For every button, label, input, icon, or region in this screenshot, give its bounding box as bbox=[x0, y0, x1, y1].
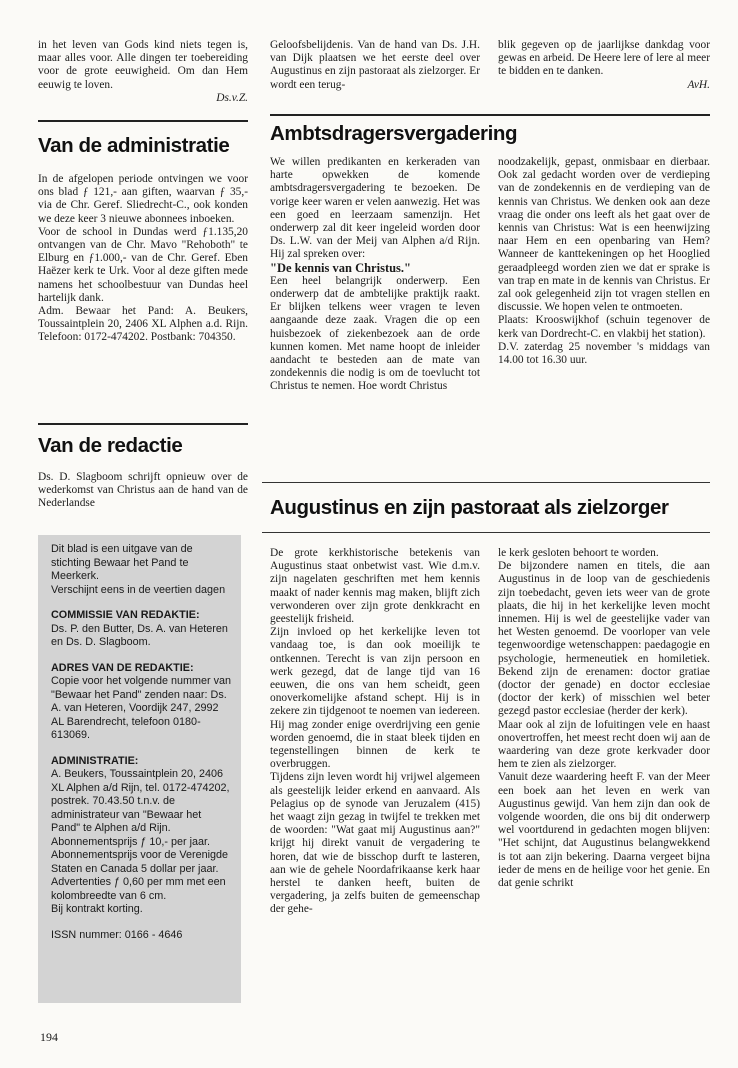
augustinus-paragraph: Maar ook al zijn de lofuitingen vele en haast onovertroffen, het meest recht doen wij aan de waardering van deze grote kerkvader door hem te zien als zielzorger. bbox=[498, 718, 710, 771]
ambts-paragraph: Een heel belangrijk onderwerp. Een onderwerp dat de ambtelijke praktijk raakt. Er blijken telkens weer vragen te leven aangaande deze zaak. Vragen die op een huisbezoek of ziekenbezoek aan de orde kunnen komen. Met name hoopt de inleider aandacht te besteden aan de mate van zondekennis die nodig is om de toevlucht tot Christus te nemen. Hoe wordt Christus bbox=[270, 274, 480, 393]
subscription-nl: Abonnementsprijs ƒ 10,- per jaar. bbox=[51, 835, 211, 848]
augustinus-bottom-rule bbox=[262, 532, 710, 533]
commission-heading: COMMISSIE VAN REDAKTIE: bbox=[51, 609, 200, 621]
continuation-text: Geloofsbelijdenis. Van de hand van Ds. J.H. van Dijk plaatsen we het eerste deel over Augustinus en zijn pastoraat als zielzorger. Er wordt een terug- bbox=[270, 39, 480, 91]
colophon-frequency: Verschijnt eens in de veertien dagen bbox=[51, 583, 226, 596]
augustinus-paragraph: Tijdens zijn leven wordt hij vrijwel algemeen als geestelijk leider erkend en aanvaard. Als Pelagius op de synode van Jeruzalem (415) het waagt zijn gezag in twijfel te trekken met de woorden: "Wat gaat mij Augustinus aan?" krijgt hij direkt vanuit de vergadering te horen, dat wie de bisschop durft te lasteren, aan wie de gehele Noordafrikaanse kerk haar herstel te danken heeft, buiten de vergadering, ja zelfs buiten de gemeenschap der gehe- bbox=[270, 771, 480, 916]
ambts-paragraph: noodzakelijk, gepast, onmisbaar en dierbaar. Ook zal gedacht worden over de verdieping van de zondekennis en de verdieping van de kennis van Christus. We denken ook aan deze vraag die onder ons leeft als het gaat over de kennis van Christus: Wat is een heenwijzing naar Hem en een openbaring van Hem? Wanneer de kanttekeningen op het Hooglied geraadpleegd worden zien we dat er sprake is van trap en mate in de kennis van Christus. Er zal ook gelegenheid zijn tot vragen stellen en discussie. We hopen velen te ontmoeten. bbox=[498, 156, 710, 314]
ambts-heading: Ambtsdragersvergadering bbox=[270, 122, 518, 145]
augustinus-heading: Augustinus en zijn pastoraat als zielzorger bbox=[270, 496, 669, 519]
subscription-abroad: Abonnementsprijs voor de Verenigde Staten en Canada 5 dollar per jaar. bbox=[51, 849, 229, 875]
augustinus-paragraph: Zijn invloed op het kerkelijke leven tot vandaag toe, is dan ook moeilijk te ontkennen. Terecht is van zijn persoon en werk gezegd, dat de lange tijd van 16 eeuwen, die ons van hem scheidt, geen onoverkomelijke afstand schept. Hij is in zekere zin tijdgenoot te noemen van iedereen. Hij mag zonder enige overdrijving een genie worden genoemd, die in staat bleek tijden en tegenstellingen binnen de kerk te overbruggen. bbox=[270, 626, 480, 771]
augustinus-paragraph: De grote kerkhistorische betekenis van Augustinus staat onbetwist vast. Wie d.m.v. zijn nagelaten geschriften met hem kennis maakt of nader kennis mag maken, blijft zich verwonderen over zijn grote denkkracht en geestelijk frisheid. bbox=[270, 547, 480, 626]
admin-top-rule bbox=[38, 120, 248, 122]
admin-body bbox=[38, 173, 248, 345]
redaction-heading: Van de redactie bbox=[38, 434, 183, 457]
continuation-signature: AvH. bbox=[687, 78, 710, 91]
ambts-paragraph: We willen predikanten en kerkeraden van harte opwekken de komende ambtsdragersvergadering te bezoeken. De vorige keer waren er velen aanwezig. Het was een goed en leerzaam samenzijn. Het onderwerp zal dit keer ingeleid worden door Ds. L.W. van der Meij van Alphen a/d Rijn. Hij zal spreken over: bbox=[270, 156, 480, 261]
advertising-text: Advertenties ƒ 0,60 per mm met een kolombreedte van 6 cm. bbox=[51, 876, 226, 902]
admin-box-text: A. Beukers, Toussaintplein 20, 2406 XL Alphen a/d Rijn, tel. 0172-474202, postrek. 70.43.50 t.n.v. de administrateur van "Bewaar het Pand" te Alphen a/d Rijn. bbox=[51, 768, 230, 834]
continuation-col2 bbox=[270, 39, 480, 92]
augustinus-col3 bbox=[498, 547, 710, 890]
augustinus-paragraph: le kerk gesloten behoort te worden. bbox=[498, 547, 659, 559]
left-intro bbox=[38, 39, 248, 105]
admin-box-heading: ADMINISTRATIE: bbox=[51, 754, 139, 767]
admin-paragraph: Adm. Bewaar het Pand: A. Beukers, Toussaintplein 20, 2406 XL Alphen a.d. Rijn. Telefoon: 0172-474202. Postbank: 704350. bbox=[38, 305, 248, 344]
admin-paragraph: In de afgelopen periode ontvingen we voor ons blad ƒ 121,- aan giften, waarvan ƒ 35,- via de Chr. Geref. Sliedrecht-C., ook konden we deze keer 3 nieuwe abonnees inboeken. bbox=[38, 173, 248, 225]
issn-number: ISSN nummer: 0166 - 4646 bbox=[51, 928, 183, 941]
continuation-col3 bbox=[498, 39, 710, 92]
commission-text: Ds. P. den Butter, Ds. A. van Heteren en Ds. D. Slagboom. bbox=[51, 622, 228, 648]
intro-paragraph: in het leven van Gods kind niets tegen is, maar alles voor. Alle dingen ter toebereiding voor de grote eeuwigheid. Om dan Hem eeuwig te loven. bbox=[38, 39, 248, 91]
redaction-top-rule bbox=[38, 423, 248, 425]
ambts-subheading: "De kennis van Christus." bbox=[270, 260, 411, 275]
ambts-top-rule bbox=[270, 114, 710, 116]
ambts-time: D.V. zaterdag 25 november 's middags van 14.00 tot 16.30 uur. bbox=[498, 340, 710, 367]
page-number: 194 bbox=[40, 1030, 58, 1044]
colophon-box bbox=[38, 535, 241, 1003]
augustinus-paragraph: De bijzondere namen en titels, die aan Augustinus in de loop van de geschiedenis zijn toebedacht, geven iets weer van de grote plaats, die hij in het kerkelijke leven mocht innemen. Hij is wel de geestelijke vader van het Westen genoemd. De voorloper van vele tegenwoordige wetenschappen: paedagogie en psychologie, hermeneutiek en homiletiek. Bekend zijn de erenamen: doctor gratiae (doctor der genade) en doctor ecclesiae (doctor der kerk) of misschien wel beter gezegd pastor ecclesiae (herder der kerk). bbox=[498, 560, 710, 718]
ambts-col3 bbox=[498, 156, 710, 367]
augustinus-top-rule bbox=[262, 482, 710, 483]
ambts-col2 bbox=[270, 156, 480, 394]
discount-text: Bij kontrakt korting. bbox=[51, 903, 143, 915]
intro-signature: Ds.v.Z. bbox=[216, 91, 248, 104]
address-text: Copie voor het volgende nummer van "Bewaar het Pand" zenden naar: Ds. A. van Heteren, Voordijk 247, 2992 AL Barendrecht, telefoon 0180-613069. bbox=[51, 675, 232, 741]
redaction-body bbox=[38, 471, 248, 511]
augustinus-col2 bbox=[270, 547, 480, 917]
admin-paragraph: Voor de school in Dundas werd ƒ1.135,20 ontvangen van de Chr. Mavo "Rehoboth" te Elburg en ƒ1.000,- van de Chr. Geref. Eben Haëzer kerk te Urk. Voor al deze giften mede namens het schoolbestuur van Dundas heel hartelijk dank. bbox=[38, 225, 248, 304]
ambts-place: Plaats: Krooswijkhof (schuin tegenover de kerk van Dordrecht-C. en vlakbij het station). bbox=[498, 314, 710, 340]
address-heading: ADRES VAN DE REDAKTIE: bbox=[51, 661, 194, 674]
admin-heading: Van de administratie bbox=[38, 134, 230, 157]
colophon-intro: Dit blad is een uitgave van de stichting Bewaar het Pand te Meerkerk. bbox=[51, 543, 193, 582]
augustinus-paragraph: Vanuit deze waardering heeft F. van der Meer een boek aan het leven en werk van Augustinus gewijd. Van hem zijn dan ook de volgende woorden, die ons bij dit onderwerp wel voortdurend in gedachten mogen blijven: "Het schijnt, dat Augustinus belangwekkend is tot aan zijn bekering. Daarna vergeet bijna ieder de mens en de heilige voor het genie. En dat genie schrikt bbox=[498, 771, 710, 890]
redaction-paragraph: Ds. D. Slagboom schrijft opnieuw over de wederkomst van Christus aan de hand van de Nederlandse bbox=[38, 471, 248, 510]
continuation-text: blik gegeven op de jaarlijkse dankdag voor gewas en arbeid. De Heere lere of lere al meer te bidden en te danken. bbox=[498, 39, 710, 78]
